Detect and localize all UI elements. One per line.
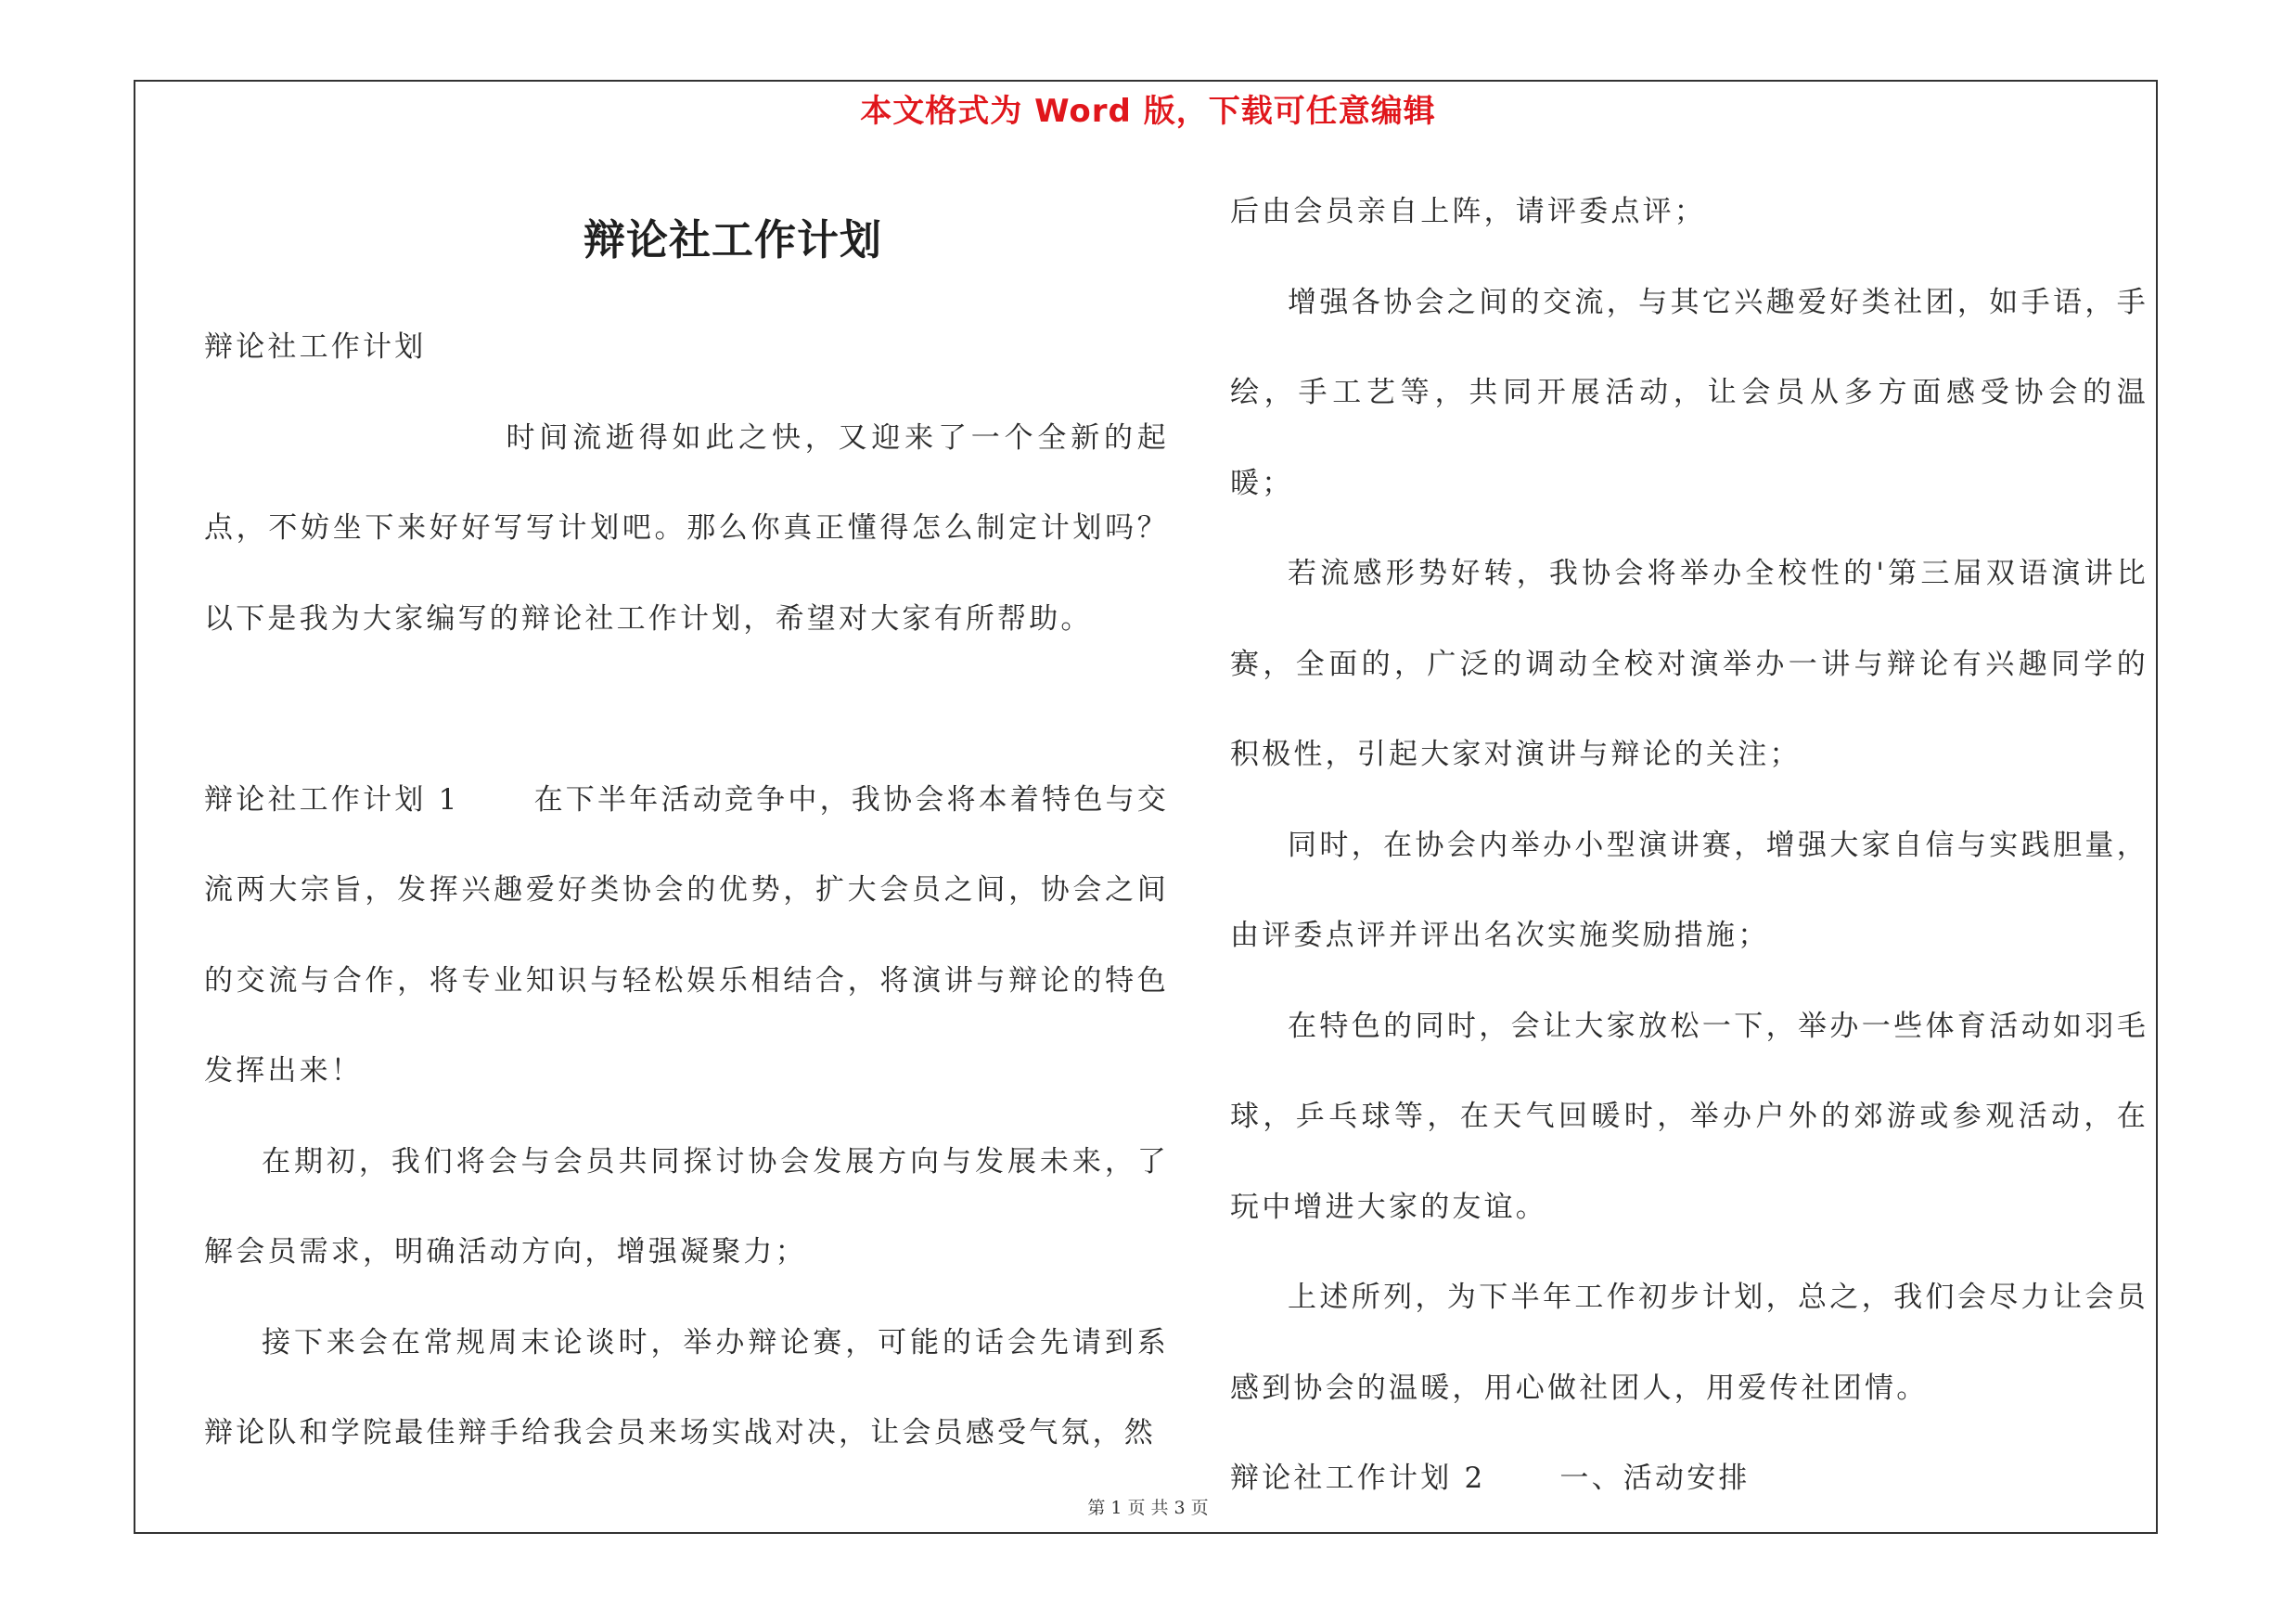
- page-number-footer: 第 1 页 共 3 页: [1087, 1498, 1209, 1518]
- left-column: [204, 303, 1169, 1479]
- word-format-banner: 本文格式为 Word 版，下载可任意编辑: [860, 93, 1436, 130]
- right-column: [1230, 167, 2148, 1525]
- document-title: 辩论社工作计划: [583, 215, 882, 264]
- blank-line: [204, 664, 1169, 755]
- body-paragraph: 后由会员亲自上阵，请评委点评；: [1230, 195, 1706, 228]
- body-paragraph: 在特色的同时，会让大家放松一下，举办一些体育活动如羽毛球，乒乓球等，在天气回暖时，举办户外的郊游或参观活动，在玩中增进大家的友谊。: [1230, 1009, 2148, 1224]
- plan-1-paragraph: [204, 755, 1169, 1117]
- body-paragraph: 上述所列，为下半年工作初步计划，总之，我们会尽力让会员感到协会的温暖，用心做社团人，用爱传社团情。: [1230, 1281, 2148, 1405]
- intro-paragraph: 时间流逝得如此之快，又迎来了一个全新的起点，不妨坐下来好好写写计划吧。那么你真正懂得怎么制定计划吗？以下是我为大家编写的辩论社工作计划，希望对大家有所帮助。: [204, 420, 1169, 636]
- plan-2-heading: 辩论社工作计划 2: [1230, 1462, 1486, 1495]
- body-paragraph: 同时，在协会内举办小型演讲赛，增强大家自信与实践胆量，由评委点评并评出名次实施奖励措施；: [1230, 828, 2148, 952]
- plan-1-body: 在下半年活动竞争中，我协会将本着特色与交流两大宗旨，发挥兴趣爱好类协会的优势，扩大会员之间，协会之间的交流与合作，将专业知识与轻松娱乐相结合，将演讲与辩论的特色发挥出来！: [204, 782, 1169, 1088]
- body-paragraph: 在期初，我们将会与会员共同探讨协会发展方向与发展未来，了解会员需求，明确活动方向，增强凝聚力；: [204, 1144, 1169, 1269]
- body-paragraph: 接下来会在常规周末论谈时，举办辩论赛，可能的话会先请到系辩论队和学院最佳辩手给我会员来场实战对决，让会员感受气氛，然: [204, 1325, 1169, 1449]
- plan-1-heading: 辩论社工作计划 1: [204, 782, 460, 817]
- body-paragraph: 若流感形势好转，我协会将举办全校性的'第三届双语演讲比赛，全面的，广泛的调动全校对演举办一讲与辩论有兴趣同学的积极性，引起大家对演讲与辩论的关注；: [1230, 557, 2148, 771]
- plan-2-body: 一、活动安排: [1559, 1462, 1751, 1495]
- subtitle-paragraph: 辩论社工作计划: [204, 330, 427, 364]
- body-paragraph: 增强各协会之间的交流，与其它兴趣爱好类社团，如手语，手绘，手工艺等，共同开展活动，让会员从多方面感受协会的温暖；: [1230, 285, 2148, 500]
